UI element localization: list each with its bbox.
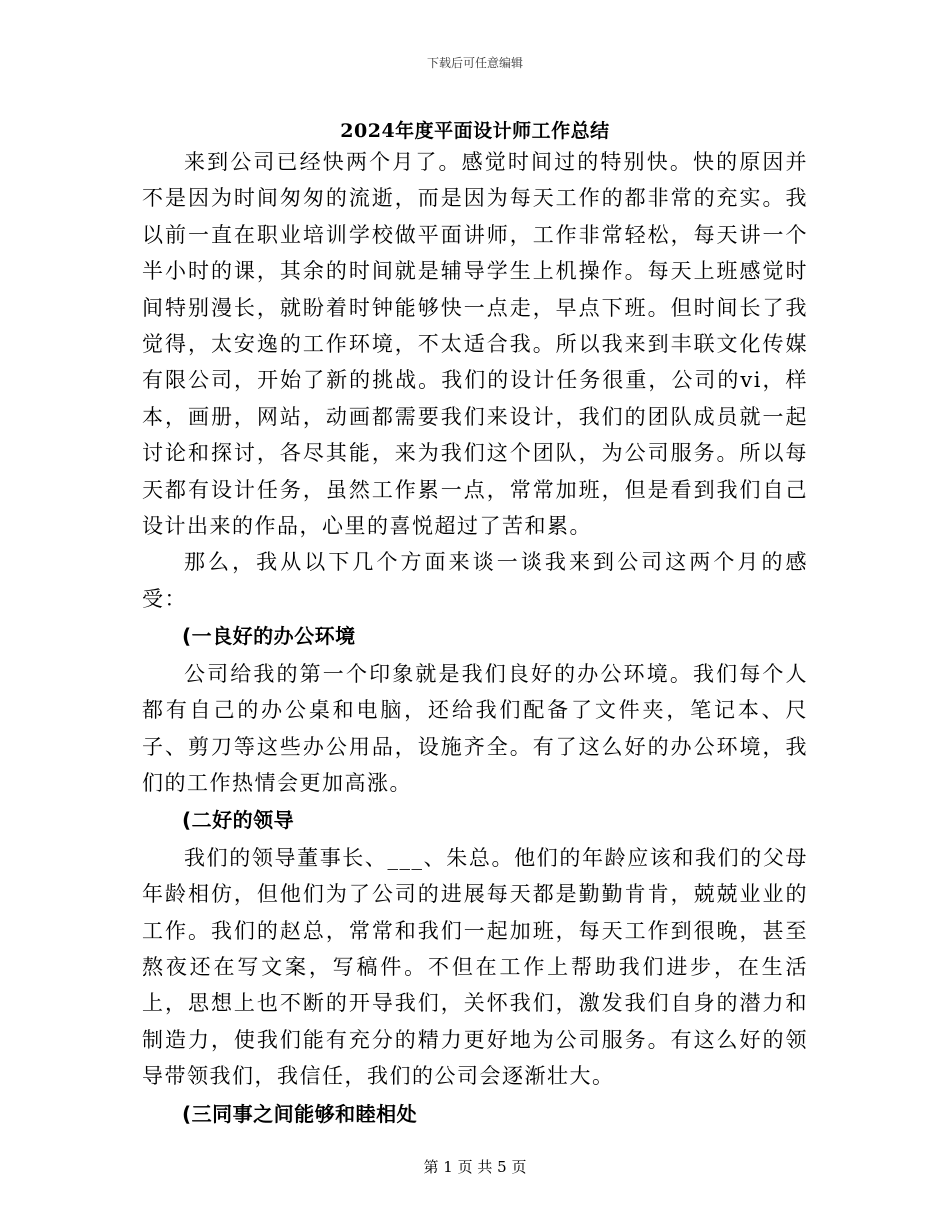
paragraph-good-leaders: 我们的领导董事长、___、朱总。他们的年龄应该和我们的父母年龄相仿，但他们为了公司的进展每天都是勤勤肯肯，兢兢业业的工作。我们的赵总，常常和我们一起加班，每天工作到很晚，甚至熬夜还在写文案，写稿件。不但在工作上帮助我们进步，在生活上，思想上也不断的开导我们，关怀我们，激发我们自身的潜力和制造力，使我们能有充分的精力更好地为公司服务。有这么好的领导带领我们，我信任，我们的公司会逐渐壮大。 <box>142 845 808 1089</box>
paragraph-aspects: 那么，我从以下几个方面来谈一谈我来到公司这两个月的感受： <box>142 550 808 611</box>
section-heading-good-leaders: (二好的领导 <box>182 808 295 833</box>
paragraph-office-environment: 公司给我的第一个印象就是我们良好的办公环境。我们每个人都有自己的办公桌和电脑，还给我们配备了文件夹，笔记本、尺子、剪刀等这些办公用品，设施齐全。有了这么好的办公环境，我们的工作热情会更加高涨。 <box>142 661 808 795</box>
document-body <box>142 144 808 1133</box>
page-footer: 第 1 页 共 5 页 <box>423 1158 527 1176</box>
section-heading-colleagues: (三同事之间能够和睦相处 <box>182 1101 418 1126</box>
document-title: 2024年度平面设计师工作总结 <box>340 120 610 142</box>
paragraph-intro: 来到公司已经快两个月了。感觉时间过的特别快。快的原因并不是因为时间匆匆的流逝，而是因为每天工作的都非常的充实。我以前一直在职业培训学校做平面讲师，工作非常轻松，每天讲一个半小时的课，其余的时间就是辅导学生上机操作。每天上班感觉时间特别漫长，就盼着时钟能够快一点走，早点下班。但时间长了我觉得，太安逸的工作环境，不太适合我。所以我来到丰联文化传媒有限公司，开始了新的挑战。我们的设计任务很重，公司的vi，样本，画册，网站，动画都需要我们来设计，我们的团队成员就一起讨论和探讨，各尽其能，来为我们这个团队，为公司服务。所以每天都有设计任务，虽然工作累一点，常常加班，但是看到我们自己设计出来的作品，心里的喜悦超过了苦和累。 <box>142 150 808 539</box>
header-note: 下载后可任意编辑 <box>426 56 523 70</box>
section-heading-office-environment: (一良好的办公环境 <box>182 624 356 649</box>
